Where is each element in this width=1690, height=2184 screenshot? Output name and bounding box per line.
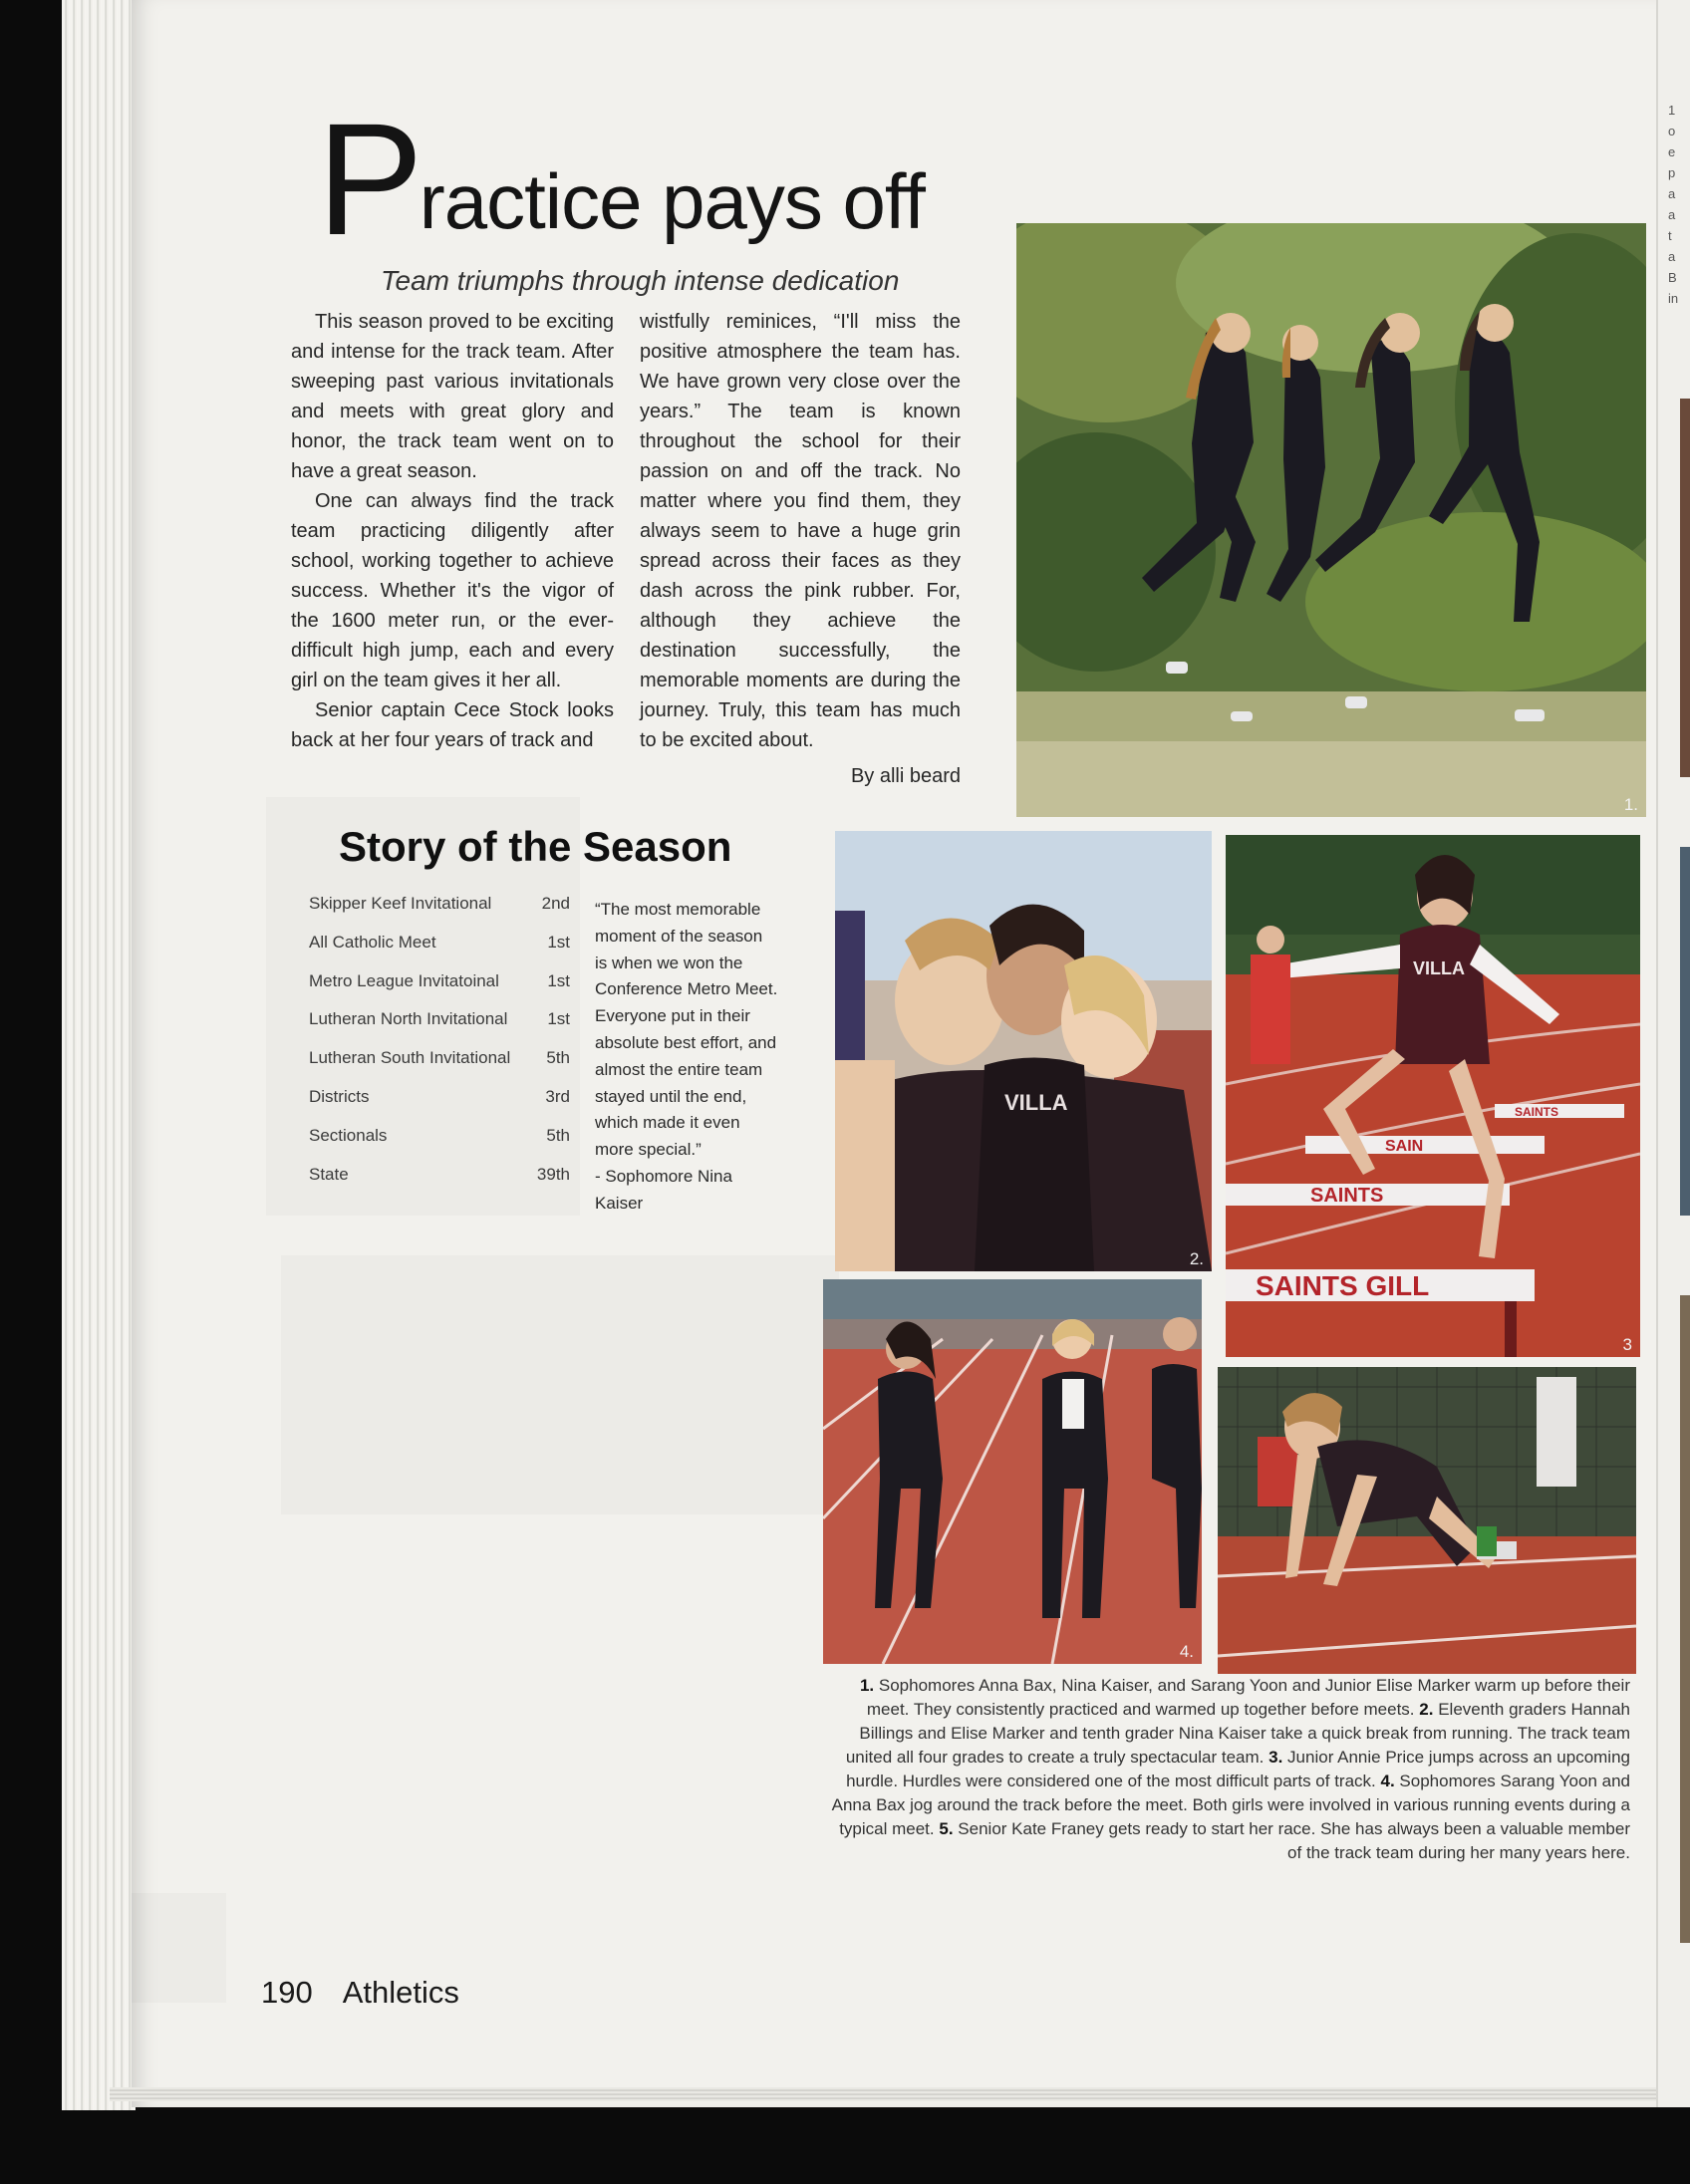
meet-name: Lutheran North Invitational	[309, 1009, 508, 1029]
placement: 1st	[547, 1009, 570, 1029]
photo-number: 4.	[1179, 1642, 1194, 1661]
hurdle-text: SAINTS GILL	[1256, 1270, 1430, 1301]
jersey-text: VILLA	[1004, 1090, 1068, 1115]
photo-3-hurdle-jump	[1226, 835, 1640, 1357]
next-page-photo	[1680, 847, 1690, 1216]
hurdle-text: SAINTS	[1310, 1185, 1384, 1207]
caption-text: Senior Kate Franey gets ready to start her race. She has always been a valuable member of the track team during her many years here.	[958, 1819, 1630, 1862]
paragraph: One can always find the track team practicing diligently after school, working together to achieve success. Whether it's the vigor of the 1600 meter run, or the ever-difficult high jump, each and every girl on the team gives it her all.	[291, 490, 614, 691]
quote-author: - Sophomore Nina Kaiser	[595, 1166, 732, 1213]
pull-quote	[595, 897, 778, 1218]
result-row	[309, 891, 570, 930]
page-number: 190	[261, 1975, 313, 2010]
placement: 5th	[546, 1048, 570, 1068]
sidebar-title: Story of the Season	[339, 823, 732, 870]
article-subtitle: Team triumphs through intense dedication	[381, 265, 900, 296]
paragraph: wistfully reminices, “I'll miss the positive atmosphere the team has. We have grown very close over the years.” The team is known throughout the school for their passion on and off the track. No matter where you find them, they always seem to have a huge grin spread across their faces as they dash across the pink rubber. For, although they achieve the destination successfully, the memorable moments are during the journey. Truly, this team has much to be excited about.	[640, 311, 961, 751]
byline: By alli beard	[850, 765, 961, 787]
meet-name: Skipper Keef Invitational	[309, 894, 492, 913]
photo-captions	[823, 1674, 1630, 1865]
result-row	[309, 1045, 570, 1084]
show-through-block	[281, 1255, 839, 1514]
photo-2-teammates-hug	[835, 831, 1212, 1271]
result-row	[309, 1006, 570, 1045]
hurdle-text: SAIN	[1385, 1138, 1424, 1155]
placement: 1st	[547, 970, 570, 990]
placement: 3rd	[545, 1086, 570, 1106]
placement: 2nd	[541, 894, 570, 913]
caption-text: Junior Annie Price jumps across an upcoming hurdle. Hurdles were considered one of the most difficult parts of track.	[846, 1748, 1630, 1790]
hurdle-text: SAINTS	[1515, 1105, 1559, 1119]
caption-text: Eleventh graders Hannah Billings and Elise Marker and tenth grader Nina Kaiser take a quick break from running. The track team united all four grades to create a truly spectacular team.	[845, 1700, 1630, 1767]
article-column-1	[291, 307, 614, 755]
article-column-2	[640, 307, 961, 791]
result-row	[309, 968, 570, 1007]
placement: 1st	[547, 932, 570, 952]
meet-name: State	[309, 1164, 349, 1184]
show-through-block	[132, 1893, 226, 2003]
page-folio	[261, 1975, 459, 2011]
quote-text: “The most memorable moment of the season is when we won the Conference Metro Meet. Everyone put in their absolute best effort, and almost the entire team stayed until the end, which made it even more special.”	[595, 900, 778, 1160]
meet-name: Districts	[309, 1086, 370, 1106]
result-row	[309, 930, 570, 968]
meet-name: Metro League Invitatoinal	[309, 970, 499, 990]
meet-name: Sectionals	[309, 1125, 388, 1145]
photo-number: 1.	[1623, 795, 1638, 814]
photo-1-warmup-run	[1016, 223, 1646, 817]
next-page-photo	[1680, 399, 1690, 777]
caption-number: 4.	[1380, 1772, 1395, 1790]
photo-number: 3	[1622, 1335, 1632, 1354]
meet-name: All Catholic Meet	[309, 932, 436, 952]
next-page-photo	[1680, 1295, 1690, 1943]
caption-text: Sophomores Sarang Yoon and Anna Bax jog around the track before the meet. Both girls were involved in various running events during a typical meet.	[831, 1772, 1630, 1838]
photo-4-jogging	[823, 1279, 1202, 1664]
results-table	[309, 891, 570, 1200]
page-bottom-edge	[110, 2087, 1664, 2101]
meet-name: Lutheran South Invitational	[309, 1048, 511, 1068]
result-row	[309, 1123, 570, 1162]
paragraph: Senior captain Cece Stock looks back at her four years of track and	[291, 699, 614, 751]
result-row	[309, 1084, 570, 1123]
caption-number: 3.	[1268, 1748, 1283, 1767]
next-page-strip	[1656, 0, 1690, 2107]
caption-number: 5.	[939, 1819, 954, 1838]
caption-number: 1.	[859, 1676, 875, 1695]
jersey-text: VILLA	[1413, 958, 1465, 978]
photo-number: 2.	[1189, 1249, 1204, 1268]
placement: 5th	[546, 1125, 570, 1145]
caption-number: 2.	[1419, 1700, 1434, 1719]
next-page-text: 1 o e p a a t a B in	[1668, 103, 1679, 306]
placement: 39th	[536, 1164, 570, 1184]
page-stack-edges	[62, 0, 136, 2110]
section-name: Athletics	[342, 1975, 459, 2010]
photo-5-starting-block	[1218, 1367, 1636, 1674]
article-title: Practice pays off	[317, 90, 925, 268]
caption-text: Sophomores Anna Bax, Nina Kaiser, and Sarang Yoon and Junior Elise Marker warm up before their meet. They consistently practiced and warmed up together before meets.	[866, 1676, 1630, 1719]
result-row	[309, 1162, 570, 1201]
paragraph: This season proved to be exciting and intense for the track team. After sweeping past various invitationals and meets with great glory and honor, the track team went on to have a great season.	[291, 311, 614, 482]
